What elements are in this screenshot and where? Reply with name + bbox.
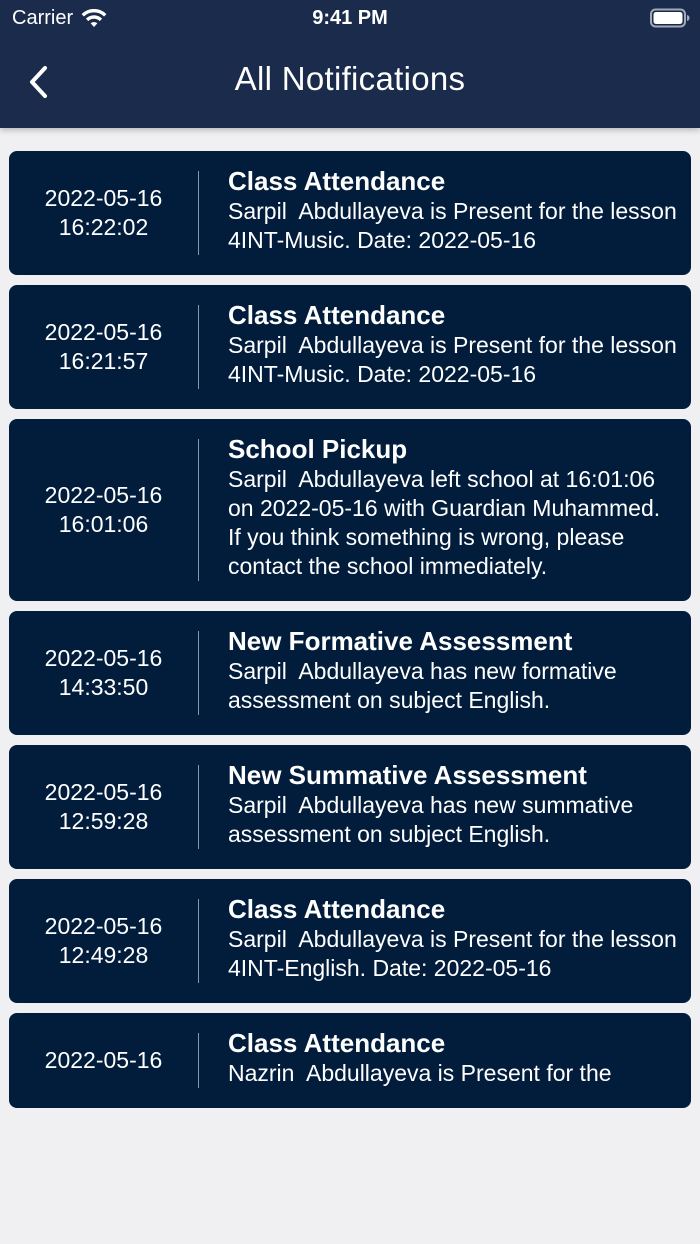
notification-body: Sarpil Abdullayeva is Present for the lesson 4INT-Music. Date: 2022-05-16: [228, 332, 684, 387]
status-time: 9:41 PM: [312, 7, 388, 29]
notification-card[interactable]: [9, 745, 691, 869]
notification-card[interactable]: [9, 1013, 691, 1108]
notification-timestamp: [9, 899, 199, 983]
notification-body: Sarpil Abdullayeva is Present for the lesson 4INT-English. Date: 2022-05-16: [228, 926, 684, 981]
notification-card[interactable]: [9, 285, 691, 409]
notification-timestamp: [9, 631, 199, 715]
carrier-label: Carrier: [12, 7, 74, 29]
status-bar: [0, 0, 700, 36]
notification-date: 2022-05-16: [44, 779, 163, 805]
notification-title: School Pickup: [228, 434, 408, 464]
notification-content: [199, 759, 691, 849]
notification-content: [199, 1027, 691, 1088]
battery-icon: [650, 8, 690, 28]
notification-timestamp: [9, 305, 199, 389]
notification-time: 16:01:06: [58, 511, 149, 537]
notification-title: New Summative Assessment: [228, 760, 587, 790]
notification-body: Sarpil Abdullayeva has new summative assessment on subject English.: [228, 792, 640, 847]
navigation-bar: [0, 44, 700, 120]
notification-title: Class Attendance: [228, 300, 446, 330]
notification-date: 2022-05-16: [44, 185, 163, 211]
notification-time: 16:21:57: [58, 348, 149, 374]
notification-card[interactable]: [9, 611, 691, 735]
top-bar: [0, 0, 700, 128]
notification-content: [199, 433, 691, 581]
notification-time: 14:33:50: [58, 674, 149, 700]
notification-body: Sarpil Abdullayeva has new formative assessment on subject English.: [228, 658, 624, 713]
notification-card[interactable]: [9, 879, 691, 1003]
notification-content: [199, 165, 691, 255]
notification-content: [199, 299, 691, 389]
notification-date: 2022-05-16: [44, 645, 163, 671]
notification-body: Nazrin Abdullayeva is Present for the: [228, 1060, 612, 1086]
notification-timestamp: [9, 1033, 199, 1088]
notification-time: 12:59:28: [58, 808, 149, 834]
notification-title: Class Attendance: [228, 166, 446, 196]
notification-card[interactable]: [9, 151, 691, 275]
notification-title: Class Attendance: [228, 894, 446, 924]
notification-date: 2022-05-16: [44, 1047, 163, 1073]
notification-time: 16:22:02: [58, 214, 149, 240]
notification-date: 2022-05-16: [44, 482, 163, 508]
notification-time: 12:49:28: [58, 942, 149, 968]
notification-date: 2022-05-16: [44, 319, 163, 345]
notification-title: New Formative Assessment: [228, 626, 573, 656]
page-title: All Notifications: [234, 60, 466, 97]
notification-list: [9, 151, 691, 1118]
notification-timestamp: [9, 765, 199, 849]
notification-body: Sarpil Abdullayeva is Present for the lesson 4INT-Music. Date: 2022-05-16: [228, 198, 684, 253]
notification-timestamp: [9, 439, 199, 581]
notification-content: [199, 893, 691, 983]
notification-title: Class Attendance: [228, 1028, 446, 1058]
notification-card[interactable]: [9, 419, 691, 601]
notification-date: 2022-05-16: [44, 913, 163, 939]
notification-content: [199, 625, 691, 715]
notification-timestamp: [9, 171, 199, 255]
notification-body: Sarpil Abdullayeva left school at 16:01:06 on 2022-05-16 with Guardian Muhammed. If you think something is wrong, please contact the school immediately.: [228, 466, 667, 579]
